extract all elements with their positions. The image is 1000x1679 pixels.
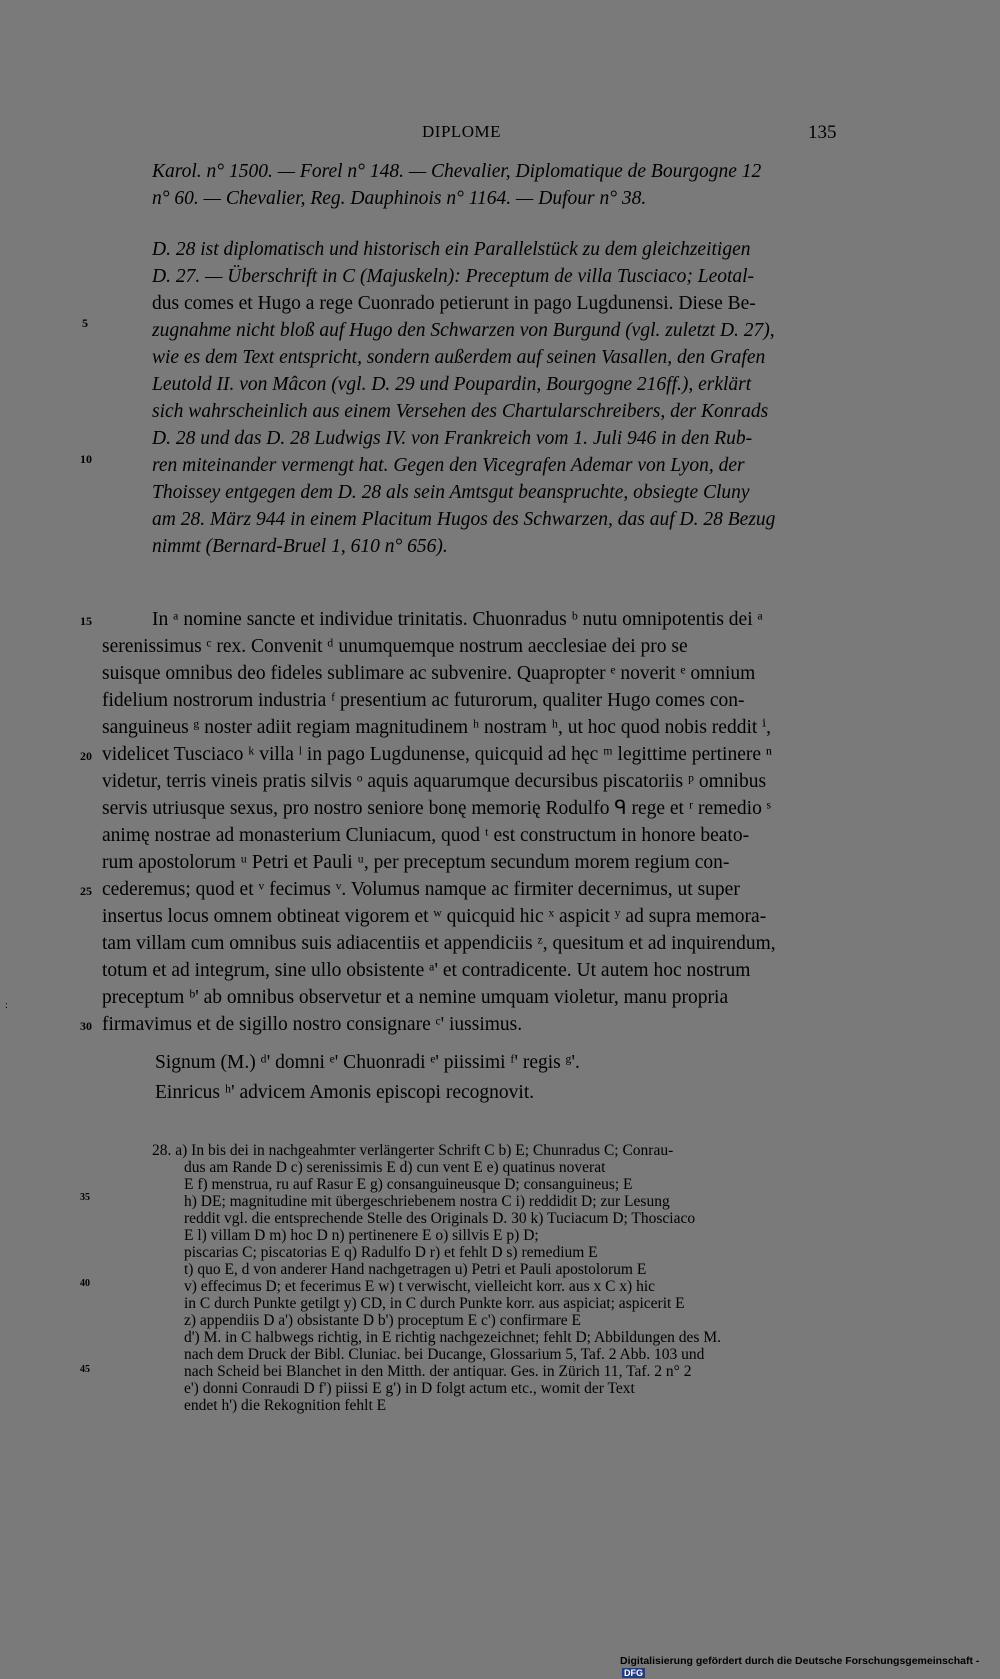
charter-line: suisque omnibus deo fideles sublimare ac subvenire. Quapropter ᵉ noverit ᵉ omnium — [102, 663, 756, 684]
charter-line: sanguineus ᵍ noster adiit regiam magnitudinem ʰ nostram ʰ, ut hoc quod nobis reddit ⁱ, — [102, 717, 771, 738]
line-number: 15 — [80, 614, 92, 628]
charter-line: cederemus; quod et ᵛ fecimus ᵛ. Volumus namque ac firmiter decernimus, ut super — [102, 879, 740, 900]
charter-line: animę nostrae ad monasterium Cluniacum, quod ᵗ est constructum in honore beato- — [102, 825, 750, 846]
commentary-line: Thoissey entgegen dem D. 28 als sein Amtsgut beanspruchte, obsiegte Cluny — [152, 482, 750, 503]
page-number: 135 — [808, 122, 837, 143]
line-number: 20 — [80, 749, 92, 763]
commentary-line: zugnahme nicht bloß auf Hugo den Schwarzen von Burgund (vgl. zuletzt D. 27), — [152, 320, 775, 341]
charter-line: videtur, terris vineis pratis silvis ᵒ aquis aquarumque decursibus piscatoriis ᵖ omnibus — [102, 771, 767, 792]
charter-line: videlicet Tusciaco ᵏ villa ˡ in pago Lugdunense, quicquid ad hęc ᵐ legittime pertinere ⁿ — [102, 744, 773, 765]
footnote-line: piscarias C; piscatorias E q) Radulfo D r) et fehlt D s) remedium E — [184, 1244, 598, 1261]
line-number: 45 — [80, 1364, 90, 1375]
footnote-line: nach Scheid bei Blanchet in den Mitth. der antiquar. Ges. in Zürich 11, Taf. 2 n° 2 — [184, 1363, 692, 1380]
line-number: 35 — [80, 1192, 90, 1203]
footnote-line: e') donni Conraudi D f') piissi E g') in D folgt actum etc., womit der Text — [184, 1380, 635, 1397]
running-head-title: DIPLOME — [422, 122, 502, 141]
footnote-line: dus am Rande D c) serenissimis E d) cun vent E e) quatinus noverat — [184, 1159, 606, 1176]
footnote-line: t) quo E, d von anderer Hand nachgetragen u) Petri et Pauli apostolorum E — [184, 1261, 647, 1278]
footnote-line: d') M. in C halbwegs richtig, in E richtig nachgezeichnet; fehlt D; Abbildungen des M. — [184, 1329, 721, 1346]
commentary-line: D. 28 ist diplomatisch und historisch ein Parallelstück zu dem gleichzeitigen — [152, 239, 751, 260]
charter-line: serenissimus ᶜ rex. Convenit ᵈ unumquemque nostrum aecclesiae dei pro se — [102, 636, 688, 657]
commentary-line: dus comes et Hugo a rege Cuonrado petierunt in pago Lugdunensi. Diese Be- — [152, 293, 756, 314]
line-number: 40 — [80, 1278, 90, 1289]
footnote-line: E f) menstrua, ru auf Rasur E g) consanguineusque D; consanguineus; E — [184, 1176, 633, 1193]
line-number: 10 — [80, 452, 92, 466]
digitization-credit — [620, 1655, 1000, 1679]
footnote-line: reddit vgl. die entsprechende Stelle des Originals D. 30 k) Tuciacum D; Thosciaco — [184, 1210, 696, 1227]
signum-line: Signum (M.) ᵈ' domni ᵉ' Chuonradi ᵉ' piissimi ᶠ' regis ᵍ'. — [155, 1052, 580, 1073]
commentary-line: sich wahrscheinlich aus einem Versehen des Chartularschreibers, der Konrads — [152, 401, 769, 422]
charter-line: In ᵃ nomine sancte et individue trinitatis. Chuonradus ᵇ nutu omnipotentis dei ᵃ — [152, 609, 763, 630]
charter-line: servis utriusque sexus, pro nostro seniore bonę memorię Rodulfo ᑫ rege et ʳ remedio ˢ — [102, 798, 771, 819]
commentary-line: wie es dem Text entspricht, sondern außerdem auf seinen Vasallen, den Grafen — [152, 347, 766, 368]
commentary-line: D. 27. — Überschrift in C (Majuskeln): Preceptum de villa Tusciaco; Leotal- — [152, 266, 755, 287]
commentary-line: D. 28 und das D. 28 Ludwigs IV. von Frankreich vom 1. Juli 946 in den Rub- — [152, 428, 753, 449]
charter-line: firmavimus et de sigillo nostro consignare ᶜ' iussimus. — [102, 1014, 523, 1035]
line-number: 25 — [80, 884, 92, 898]
commentary-line: ren miteinander vermengt hat. Gegen den Vicegrafen Ademar von Lyon, der — [152, 455, 745, 476]
footnote-line: v) effecimus D; et fecerimus E w) t verwischt, vielleicht korr. aus x C x) hic — [184, 1278, 656, 1295]
charter-line: rum apostolorum ᵘ Petri et Pauli ᵘ, per preceptum secundum morem regium con- — [102, 852, 730, 873]
footnote-line: h) DE; magnitudine mit übergeschriebenem nostra C i) reddidit D; zur Lesung — [184, 1193, 670, 1210]
footnote-line: nach dem Druck der Bibl. Cluniac. bei Ducange, Glossarium 5, Taf. 2 Abb. 103 und — [184, 1346, 705, 1363]
intro-line: Karol. n° 1500. — Forel n° 148. — Chevalier, Diplomatique de Bourgogne 12 — [152, 161, 762, 182]
charter-line: tam villam cum omnibus suis adiacentiis et appendiciis ᶻ, quesitum et ad inquirendum, — [102, 933, 776, 954]
margin-mark: : — [5, 1000, 8, 1011]
line-number: 5 — [82, 316, 88, 330]
charter-line: preceptum ᵇ' ab omnibus observetur et a nemine umquam violetur, manu propria — [102, 987, 729, 1008]
digitization-credit-text: Digitalisierung gefördert durch die Deutsche Forschungsgemeinschaft - — [620, 1655, 980, 1667]
footnote-line: z) appendiis D a') obsistante D b') proceptum E c') confirmare E — [184, 1312, 582, 1329]
footnote-line: 28. a) In bis dei in nachgeahmter verlängerter Schrift C b) E; Chunradus C; Conrau- — [152, 1142, 674, 1159]
intro-line: n° 60. — Chevalier, Reg. Dauphinois n° 1164. — Dufour n° 38. — [152, 188, 647, 209]
dfg-logo: DFG — [624, 1668, 643, 1678]
line-number: 30 — [80, 1019, 92, 1033]
charter-line: fidelium nostrorum industria ᶠ presentium ac futurorum, qualiter Hugo comes con- — [102, 690, 745, 711]
commentary-line: Leutold II. von Mâcon (vgl. D. 29 und Poupardin, Bourgogne 216ff.), erklärt — [152, 374, 752, 395]
footnote-line: endet h') die Rekognition fehlt E — [184, 1397, 387, 1414]
commentary-line: nimmt (Bernard-Bruel 1, 610 n° 656). — [152, 536, 448, 557]
footnote-line: E l) villam D m) hoc D n) pertinenere E o) sillvis E p) D; — [184, 1227, 539, 1244]
commentary-line: am 28. März 944 in einem Placitum Hugos des Schwarzen, das auf D. 28 Bezug — [152, 509, 776, 530]
charter-line: totum et ad integrum, sine ullo obsistente ᵃ' et contradicente. Ut autem hoc nostrum — [102, 960, 751, 981]
footnote-line: in C durch Punkte getilgt y) CD, in C durch Punkte korr. aus aspiciat; aspicerit E — [184, 1295, 685, 1312]
charter-line: insertus locus omnem obtineat vigorem et ʷ quicquid hic ˣ aspicit ʸ ad supra memora- — [102, 906, 767, 927]
recognition-line: Einricus ʰ' advicem Amonis episcopi recognovit. — [155, 1082, 535, 1103]
